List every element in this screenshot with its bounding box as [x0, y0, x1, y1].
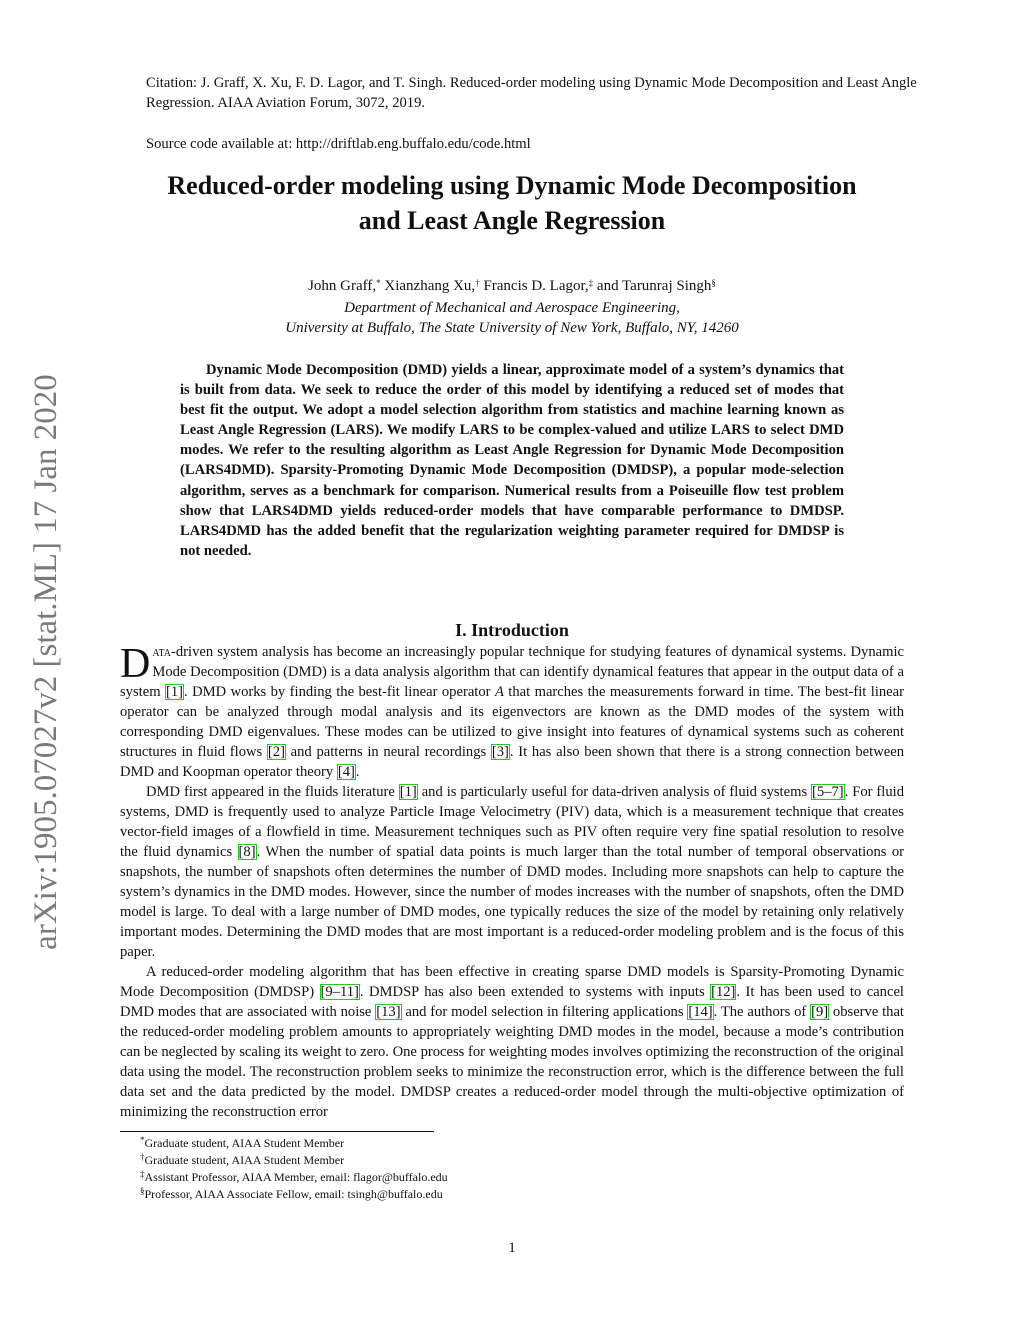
smallcaps-text: ata [152, 644, 171, 660]
citation-link[interactable]: [14] [688, 1004, 713, 1020]
citation-link[interactable]: [1] [165, 684, 183, 700]
footnote-2 [140, 1152, 840, 1169]
text-span: that marches the measurements forward in time. The best-fit linear operator can be analyzed through modal analysis and its eigenvectors are known as the DMD modes of the system with corresponding DMD eigenvalues. These modes can be utilized to give insight into features of dynamical systems such as coherent structures in fluid flows [120, 684, 905, 760]
footnote-mark: * [140, 1135, 145, 1145]
citation-link[interactable]: [8] [238, 844, 256, 860]
text-span: . The authors of [713, 1004, 811, 1020]
footnote-mark: § [140, 1186, 145, 1196]
operator-variable: A [494, 684, 504, 700]
paragraph-3 [120, 962, 904, 1122]
text-span: . It has also been shown that there is a strong connection between DMD and Koopman operator theory [120, 744, 904, 780]
footnote-text: Assistant Professor, AIAA Member, email: flagor@buffalo.edu [144, 1170, 448, 1184]
text-span: . When the number of spatial data points is much larger than the total number of temporal observations or snapshots, the number of snapshots often determines the number of DMD modes. Including more snapshots can help to capture the system’s dynamics in the DMD modes. However, since the number of modes increases with the number of snapshots, often the DMD model is large. To deal with a large number of DMD modes, one typically reduces the size of the model by retaining only relatively important modes. Determining the DMD modes that are most important is a reduced-order modeling problem and is the focus of this paper. [120, 844, 904, 960]
citation-link[interactable]: [2] [267, 744, 285, 760]
citation-note: Citation: J. Graff, X. Xu, F. D. Lagor, and T. Singh. Reduced-order modeling using Dynamic Mode Decomposition and Least Angle Regression. AIAA Aviation Forum, 3072, 2019. [146, 75, 917, 111]
author-graff: John Graff, [308, 278, 377, 294]
paragraph-2 [120, 782, 904, 962]
footnote-text: Graduate student, AIAA Student Member [144, 1136, 345, 1150]
abstract: Dynamic Mode Decomposition (DMD) yields a linear, approximate model of a system’s dynamics that is built from data. We seek to reduce the order of this model by identifying a reduced set of modes that best fit the output. We adopt a model selection algorithm from statistics and machine learning known as Least Angle Regression (LARS). We modify LARS to be complex-valued and utilize LARS to select DMD modes. We refer to the resulting algorithm as Least Angle Regression for Dynamic Mode Decomposition (LARS4DMD). Sparsity-Promoting Dynamic Mode Decomposition (DMDSP), a popular mode-selection algorithm, serves as a benchmark for comparison. Numerical results from a Poiseuille flow test problem show that LARS4DMD yields reduced-order models that have comparable performance to DMDSP. LARS4DMD has the added benefit that the regularization weighting parameter required for DMDSP is not needed. [180, 362, 844, 559]
citation-link[interactable]: [12] [711, 984, 736, 1000]
text-span: DMD first appeared in the fluids literature [146, 784, 399, 800]
footnote-1 [140, 1135, 840, 1152]
footnote-text: Graduate student, AIAA Student Member [144, 1153, 345, 1167]
footnote-text: Professor, AIAA Associate Fellow, email: tsingh@buffalo.edu [144, 1187, 443, 1201]
title-line-1: Reduced-order modeling using Dynamic Mode Decomposition [167, 171, 857, 200]
text-span: and patterns in neural recordings [285, 744, 491, 760]
footnote-4 [140, 1186, 840, 1203]
citation-link[interactable]: [9] [811, 1004, 829, 1020]
introduction-body [120, 642, 904, 1122]
arxiv-identifier-stamp: arXiv:1905.07027v2 [stat.ML] 17 Jan 2020 [28, 374, 64, 950]
source-code-note: Source code available at: http://driftlab.eng.buffalo.edu/code.html [146, 136, 531, 152]
page-number: 1 [508, 1240, 516, 1256]
footnotes [140, 1135, 840, 1203]
affiliation-university: University at Buffalo, The State University of New York, Buffalo, NY, 14260 [285, 320, 739, 336]
text-span: and for model selection in filtering applications [401, 1004, 688, 1020]
paragraph-1 [120, 642, 904, 782]
footnote-mark: † [140, 1152, 145, 1162]
text-span: . DMD works by finding the best-fit linear operator [184, 684, 495, 700]
citation-link[interactable]: [4] [337, 764, 355, 780]
footnote-divider [120, 1131, 434, 1132]
citation-link[interactable]: [5–7] [812, 784, 844, 800]
footnote-mark-4: § [711, 278, 716, 288]
text-span: -driven system analysis has become an increasingly popular technique for studying features of dynamical systems. Dynamic Mode Decomposition (DMD) is a data analysis algorithm that can identify dynamical features that appear in the output data of a system [120, 644, 904, 700]
text-span: . DMDSP has also been extended to systems with inputs [359, 984, 711, 1000]
citation-link[interactable]: [1] [399, 784, 417, 800]
footnote-3 [140, 1169, 840, 1186]
section-heading-introduction: I. Introduction [455, 620, 569, 640]
text-span: and is particularly useful for data-driven analysis of fluid systems [417, 784, 812, 800]
text-span: . [355, 764, 360, 780]
footnote-mark-1: * [376, 278, 381, 288]
text-span: . For fluid systems, DMD is frequently used to analyze Particle Image Velocimetry (PIV) data, which is a measurement technique that creates vector-field images of a flowfield in time. Measurement techniques such as PIV often require very fine spatial resolution to resolve the fluid dynamics [120, 784, 904, 860]
affiliation-department: Department of Mechanical and Aerospace Engineering, [344, 300, 680, 316]
paper-title [100, 168, 924, 238]
title-line-2: and Least Angle Regression [358, 206, 666, 235]
footnote-mark-2: † [475, 278, 480, 288]
footnote-mark-3: ‡ [588, 278, 594, 288]
citation-link[interactable]: [13] [376, 1004, 401, 1020]
author-lagor: Francis D. Lagor, [479, 278, 589, 294]
footnote-mark: ‡ [140, 1169, 145, 1179]
author-list [100, 276, 924, 296]
text-span: . It has been used to cancel DMD modes that are associated with noise [120, 984, 904, 1020]
text-span: A reduced-order modeling algorithm that has been effective in creating sparse DMD models is Sparsity-Promoting Dynamic Mode Decomposition (DMDSP) [120, 964, 904, 1000]
author-xu: Xianzhang Xu, [380, 278, 476, 294]
citation-link[interactable]: [9–11] [320, 984, 359, 1000]
citation-link[interactable]: [3] [491, 744, 509, 760]
drop-cap: D [120, 641, 151, 687]
text-span: observe that the reduced-order modeling problem amounts to appropriately weighting DMD modes in the model, because a mode’s contribution can be neglected by scaling its weight to zero. One process for weighting modes involves optimizing the reconstruction of the original data using the model. The reconstruction problem seeks to minimize the reconstruction error, which is the difference between the full data set and the data predicted by the model. DMDSP creates a reduced-order model through the multi-objective optimization of minimizing the reconstruction error [120, 1004, 904, 1120]
author-singh: and Tarunraj Singh [593, 278, 712, 294]
